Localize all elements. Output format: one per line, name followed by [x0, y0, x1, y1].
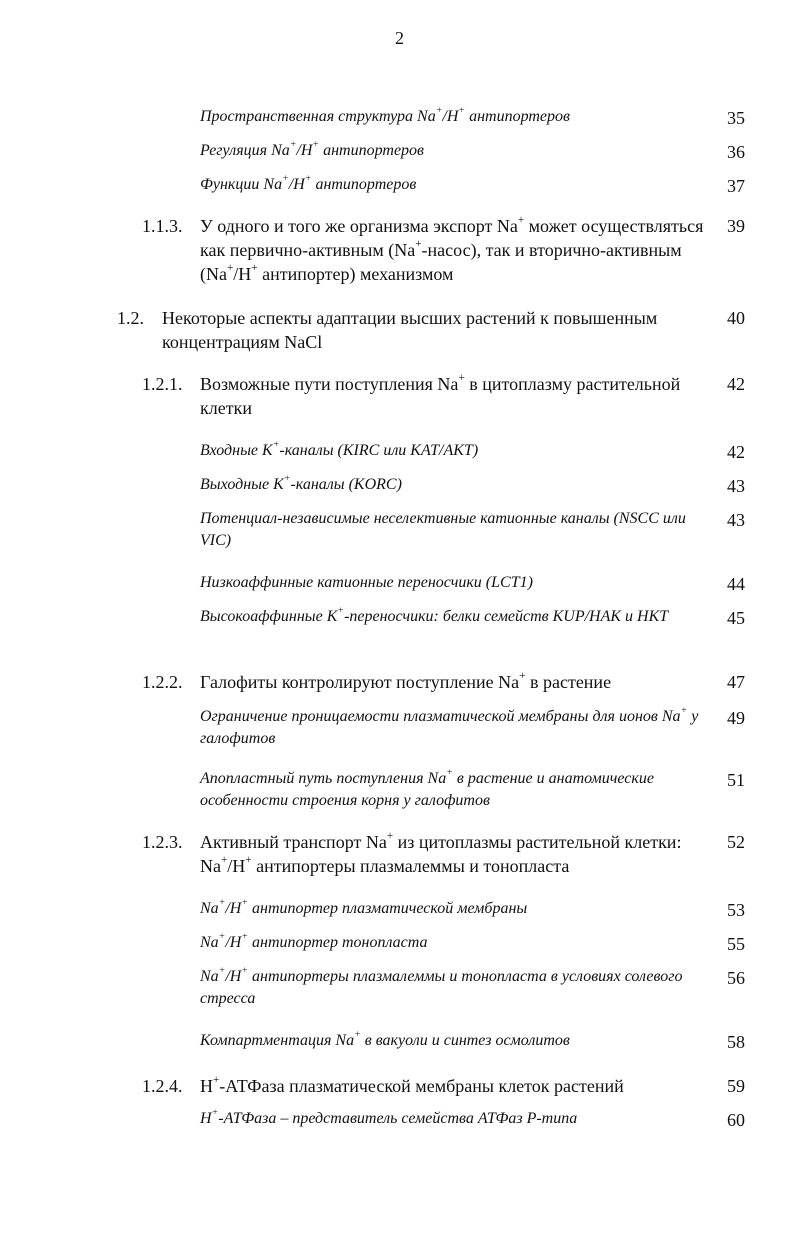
toc-entry-title: Выходные K+-каналы (KORC)	[200, 473, 402, 493]
page-number: 2	[395, 28, 404, 48]
toc-entry-page: 37	[727, 176, 745, 196]
toc-entry-title: Na+/H+ антипортеры плазмалеммы и тонопласта в условиях солевого стресса	[200, 965, 683, 1007]
toc-entry-number: 1.2.2.	[142, 672, 183, 692]
toc-entry-title: Ограничение проницаемости плазматической мембраны для ионов Na+ у галофитов	[200, 705, 699, 747]
toc-entry-title: Пространственная структура Na+/H+ антипортеров	[200, 105, 570, 125]
toc-entry-title: Активный транспорт Na+ из цитоплазмы растительной клетки: Na+/H+ антипортеры плазмалеммы и тонопласта	[200, 830, 682, 876]
toc-entry-page: 35	[727, 108, 745, 128]
toc-entry-title: Функции Na+/H+ антипортеров	[200, 173, 417, 193]
toc-entry-title: Регуляция Na+/H+ антипортеров	[200, 139, 424, 159]
toc-entry-page: 56	[727, 968, 745, 988]
toc-entry-title: Компартментация Na+ в вакуоли и синтез осмолитов	[200, 1029, 570, 1049]
toc-entry-title: Галофиты контролируют поступление Na+ в растение	[200, 670, 612, 692]
toc-entry-page: 55	[727, 934, 745, 954]
toc-entry-page: 44	[727, 574, 745, 594]
toc-entry-page: 42	[727, 442, 745, 462]
toc-entry-page: 49	[727, 708, 745, 728]
toc-entry-page: 43	[727, 476, 745, 496]
toc-entry-page: 39	[727, 216, 745, 236]
toc-entry-number: 1.2.1.	[142, 374, 183, 394]
toc-entry-page: 58	[727, 1032, 745, 1052]
toc-entry-page: 42	[727, 374, 745, 394]
toc-entry-number: 1.1.3.	[142, 216, 183, 236]
toc-entry-page: 59	[727, 1076, 745, 1096]
toc-entry-page: 51	[727, 770, 745, 790]
toc-entry-number: 1.2.3.	[142, 832, 183, 852]
toc-entry-title: Высокоаффинные K+-переносчики: белки семейств KUP/HAK и HKT	[200, 605, 669, 625]
toc-entry-page: 47	[727, 672, 745, 692]
toc-entry-page: 53	[727, 900, 745, 920]
toc-entry-title: Низкоаффинные катионные переносчики (LCT1)	[200, 574, 533, 591]
toc-entry-title: H+-АТФаза – представитель семейства АТФаз Р-типа	[200, 1107, 578, 1127]
toc-entry-page: 52	[727, 832, 745, 852]
toc-entry-number: 1.2.	[117, 308, 144, 328]
toc-entry-page: 43	[727, 510, 745, 530]
toc-entry-title: Возможные пути поступления Na+ в цитоплазму растительной клетки	[200, 372, 681, 418]
toc-entry-title: Na+/H+ антипортер тонопласта	[200, 931, 428, 951]
toc-entry-page: 36	[727, 142, 745, 162]
toc-entry-page: 40	[727, 308, 745, 328]
toc-entry-title: У одного и того же организма экспорт Na+ может осуществляться как первично-активным (Na+-насос), так и вторично-активным (Na+/H+ антипортер) механизмом	[200, 214, 704, 284]
toc-entry-title: Некоторые аспекты адаптации высших растений к повышенным концентрациям NaCl	[162, 308, 658, 352]
toc-entry-page: 45	[727, 608, 745, 628]
toc-entry-number: 1.2.4.	[142, 1076, 183, 1096]
toc-entry-title: Входные K+-каналы (KIRC или KAT/AKT)	[200, 439, 479, 459]
toc-entry-title: Na+/H+ антипортер плазматической мембраны	[200, 897, 528, 917]
toc-entry-title: Потенциал-независимые неселективные катионные каналы (NSCC или VIC)	[200, 510, 686, 549]
toc-entry-page: 60	[727, 1110, 745, 1130]
toc-entry-title: Апопластный путь поступления Na+ в растение и анатомические особенности строения корня у галофитов	[200, 767, 654, 809]
toc-entry-title: H+-АТФаза плазматической мембраны клеток растений	[200, 1074, 624, 1096]
